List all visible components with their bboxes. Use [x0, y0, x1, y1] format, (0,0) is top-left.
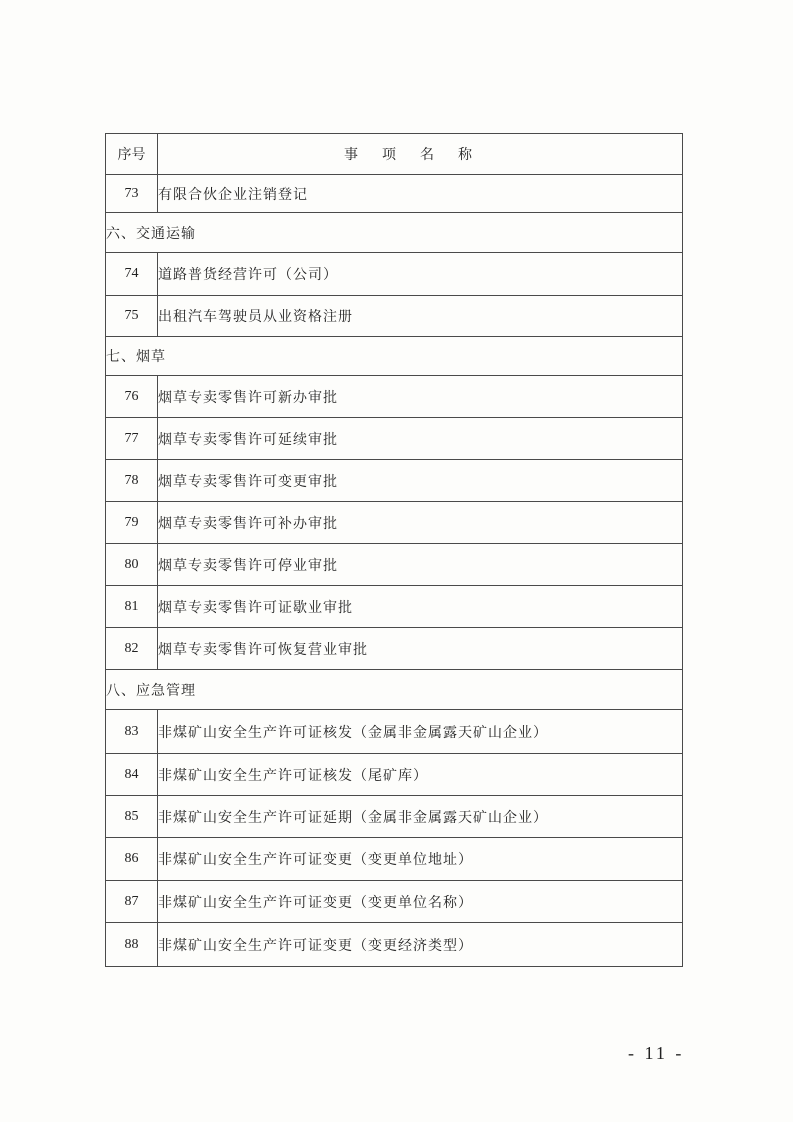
item-name: 烟草专卖零售许可变更审批	[158, 460, 683, 502]
serial-number: 83	[106, 710, 158, 754]
serial-number: 78	[106, 460, 158, 502]
serial-number: 80	[106, 544, 158, 586]
table-row	[106, 628, 683, 670]
item-name: 非煤矿山安全生产许可证变更（变更单位地址）	[158, 838, 683, 881]
item-name: 非煤矿山安全生产许可证核发（金属非金属露天矿山企业）	[158, 710, 683, 754]
table-row	[106, 796, 683, 838]
page-number: - 11 -	[628, 1043, 685, 1063]
section-title: 六、交通运输	[106, 213, 683, 253]
serial-number: 88	[106, 923, 158, 967]
item-name: 出租汽车驾驶员从业资格注册	[158, 296, 683, 337]
serial-number: 81	[106, 586, 158, 628]
table-row	[106, 175, 683, 213]
section-row	[106, 337, 683, 376]
item-name: 烟草专卖零售许可证歇业审批	[158, 586, 683, 628]
table-row	[106, 253, 683, 296]
table-row	[106, 754, 683, 796]
item-name: 非煤矿山安全生产许可证变更（变更经济类型）	[158, 923, 683, 967]
table-row	[106, 418, 683, 460]
serial-number: 75	[106, 296, 158, 337]
serial-number: 85	[106, 796, 158, 838]
item-name: 烟草专卖零售许可补办审批	[158, 502, 683, 544]
item-name: 烟草专卖零售许可恢复营业审批	[158, 628, 683, 670]
item-name: 烟草专卖零售许可延续审批	[158, 418, 683, 460]
item-name: 非煤矿山安全生产许可证变更（变更单位名称）	[158, 881, 683, 923]
serial-number: 79	[106, 502, 158, 544]
serial-number: 73	[106, 175, 158, 213]
table-row	[106, 544, 683, 586]
header-serial-number: 序号	[106, 134, 158, 175]
serial-number: 76	[106, 376, 158, 418]
items-table	[105, 133, 683, 967]
table-row	[106, 502, 683, 544]
table-row	[106, 296, 683, 337]
serial-number: 84	[106, 754, 158, 796]
section-title: 七、烟草	[106, 337, 683, 376]
table-row	[106, 923, 683, 967]
serial-number: 74	[106, 253, 158, 296]
table-row	[106, 881, 683, 923]
item-name: 烟草专卖零售许可新办审批	[158, 376, 683, 418]
section-row	[106, 213, 683, 253]
table-row	[106, 838, 683, 881]
section-row	[106, 670, 683, 710]
item-name: 非煤矿山安全生产许可证延期（金属非金属露天矿山企业）	[158, 796, 683, 838]
table-row	[106, 586, 683, 628]
item-name: 烟草专卖零售许可停业审批	[158, 544, 683, 586]
item-name: 有限合伙企业注销登记	[158, 175, 683, 213]
serial-number: 86	[106, 838, 158, 881]
section-title: 八、应急管理	[106, 670, 683, 710]
table-row	[106, 710, 683, 754]
serial-number: 82	[106, 628, 158, 670]
item-name: 非煤矿山安全生产许可证核发（尾矿库）	[158, 754, 683, 796]
header-item-name: 事项名称	[158, 134, 683, 175]
serial-number: 77	[106, 418, 158, 460]
serial-number: 87	[106, 881, 158, 923]
table-row	[106, 460, 683, 502]
table-header-row	[106, 134, 683, 175]
table-row	[106, 376, 683, 418]
item-name: 道路普货经营许可（公司）	[158, 253, 683, 296]
